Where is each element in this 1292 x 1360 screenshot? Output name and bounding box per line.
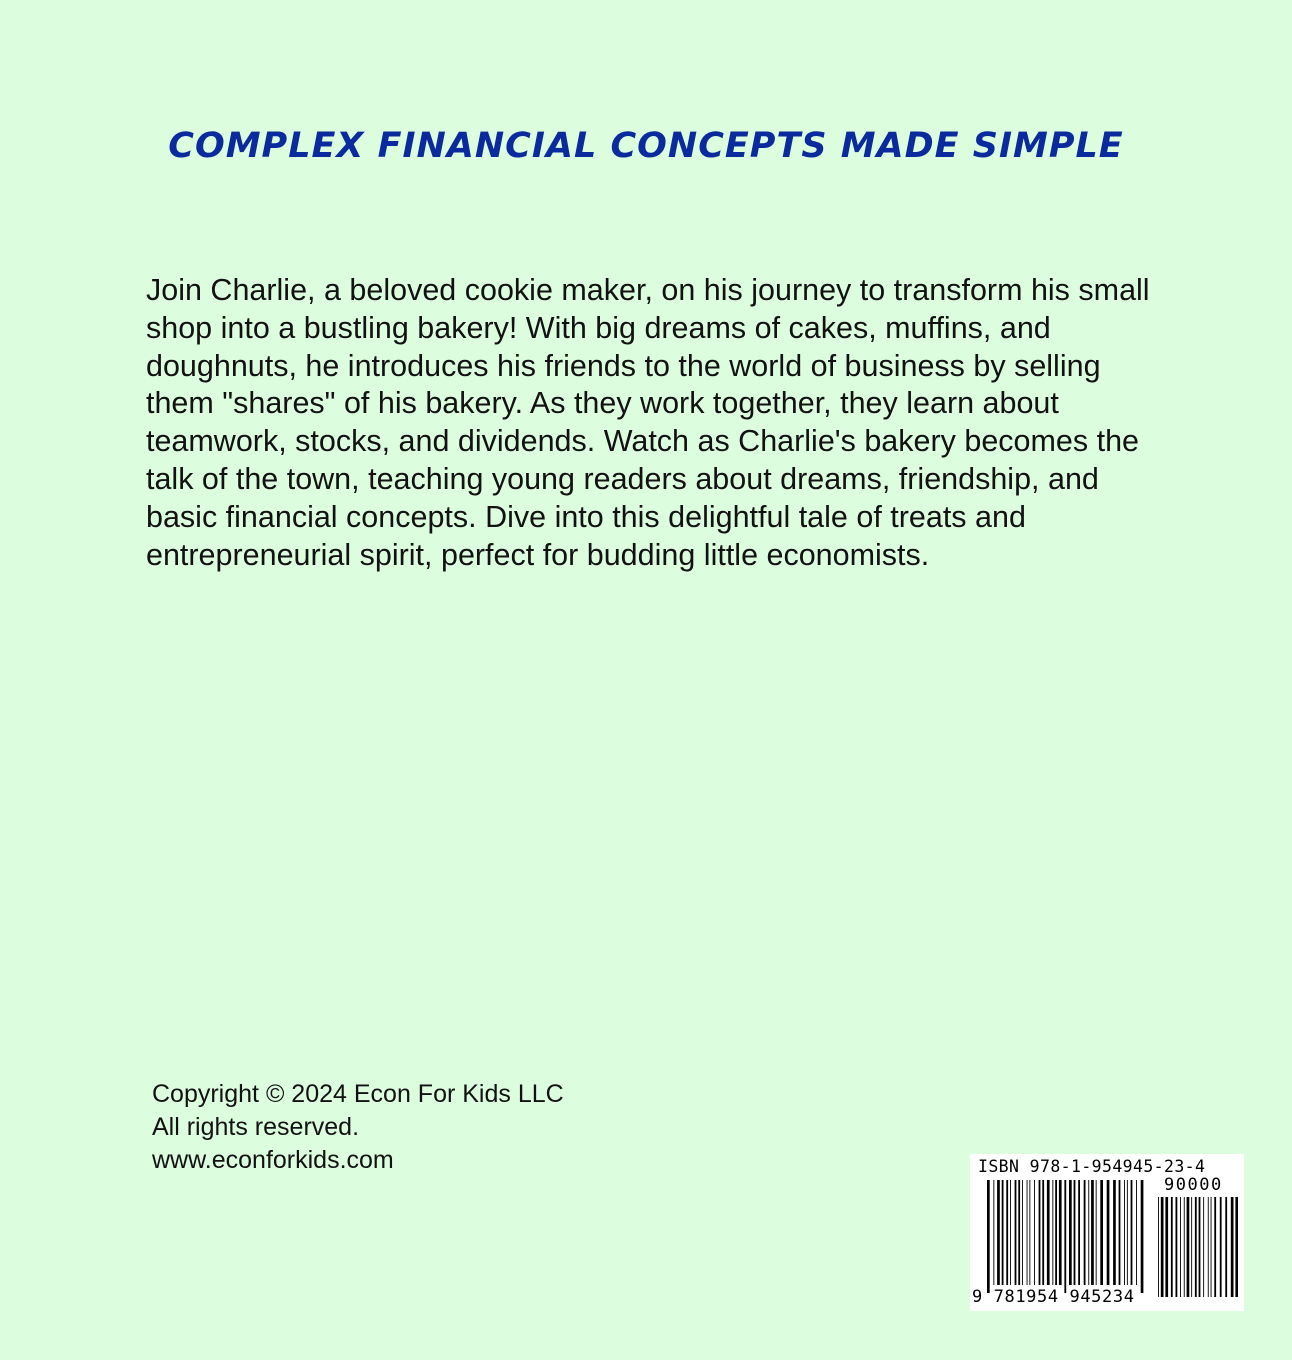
isbn-barcode (970, 1154, 1244, 1311)
barcode-bar (1231, 1197, 1234, 1297)
barcode-bar (1176, 1197, 1178, 1297)
barcode-bar (1096, 1180, 1097, 1285)
barcode-bar (1113, 1180, 1116, 1285)
barcode-bar (1214, 1197, 1216, 1297)
barcode-bar (1078, 1180, 1080, 1285)
barcode-bar (1211, 1197, 1212, 1297)
barcode-bar (1235, 1197, 1238, 1297)
barcode-bar (1047, 1180, 1050, 1285)
barcode-bar (1010, 1180, 1011, 1285)
barcode-bar (1039, 1180, 1041, 1285)
barcode-bar (1055, 1180, 1057, 1285)
barcode-bar (1187, 1197, 1190, 1297)
barcode-bar (1002, 1180, 1004, 1285)
barcode-bar (987, 1180, 990, 1293)
barcode-bar (997, 1180, 1000, 1285)
barcode-bar (993, 1180, 994, 1285)
barcode-main-bars (987, 1180, 1144, 1293)
barcode-bar (1027, 1180, 1028, 1285)
barcode-bar (1124, 1180, 1125, 1285)
price-code: 90000 (1164, 1175, 1223, 1195)
barcode-bar (1091, 1180, 1094, 1285)
barcode-bar (1029, 1180, 1030, 1285)
barcode-bar (1107, 1180, 1110, 1285)
barcode-bar (1180, 1197, 1181, 1297)
barcode-bar (1203, 1197, 1204, 1297)
barcode-bar (1034, 1180, 1035, 1285)
barcode-bar (1064, 1180, 1066, 1293)
barcode-bar (1074, 1180, 1076, 1285)
barcode-bar (1131, 1180, 1133, 1285)
barcode-bar (1084, 1180, 1086, 1285)
barcode-bar (1127, 1180, 1128, 1285)
copyright-line: Copyright © 2024 Econ For Kids LLC (152, 1080, 564, 1108)
barcode-bar (1136, 1180, 1137, 1285)
barcode-addon-bars (1158, 1197, 1238, 1305)
barcode-bar (1225, 1197, 1227, 1297)
barcode-bar (1208, 1197, 1209, 1297)
barcode-bar (1141, 1180, 1144, 1293)
rights-line: All rights reserved. (152, 1113, 360, 1141)
barcode-bar (1171, 1197, 1173, 1297)
website-line: www.econforkids.com (152, 1146, 394, 1174)
barcode-bar (1059, 1180, 1062, 1285)
barcode-digits: 9 781954 945234 (972, 1287, 1135, 1307)
barcode-bar (1195, 1197, 1197, 1297)
back-cover-blurb: Join Charlie, a beloved cookie maker, on his journey to transform his small shop into a bustling bakery! With big dreams of cakes, muffins, and doughnuts, he introduces his friends to the world of business by selling them "shares" of his bakery. As they work together, they learn about teamwork, stocks, and dividends. Watch as Charlie's bakery becomes the talk of the town, teaching young readers about dreams, friendship, and basic financial concepts. Dive into this delightful tale of treats and entrepreneurial spirit, perfect for budding little economists. (146, 273, 1150, 572)
barcode-bar (1158, 1197, 1159, 1297)
barcode-bar (1052, 1180, 1053, 1285)
barcode-bar (1191, 1197, 1192, 1297)
barcode-bar (1015, 1180, 1017, 1285)
headline: COMPLEX FINANCIAL CONCEPTS MADE SIMPLE (168, 126, 1124, 166)
barcode-bar (1042, 1180, 1044, 1285)
barcode-bar (1119, 1180, 1121, 1285)
barcode-bar (1088, 1180, 1089, 1285)
barcode-bar (1184, 1197, 1185, 1297)
barcode-bar (1165, 1197, 1168, 1297)
barcode-bar (1199, 1197, 1201, 1297)
credits-block (152, 1078, 564, 1177)
barcode-bar (1100, 1180, 1103, 1285)
barcode-bar (1069, 1180, 1072, 1285)
barcode-bar (1161, 1197, 1164, 1297)
barcode-bar (1018, 1180, 1020, 1285)
barcode-bar (1022, 1180, 1023, 1285)
barcode-bar (1006, 1180, 1008, 1285)
barcode-bar (1220, 1197, 1222, 1297)
isbn-label: ISBN 978-1-954945-23-4 (978, 1157, 1206, 1176)
